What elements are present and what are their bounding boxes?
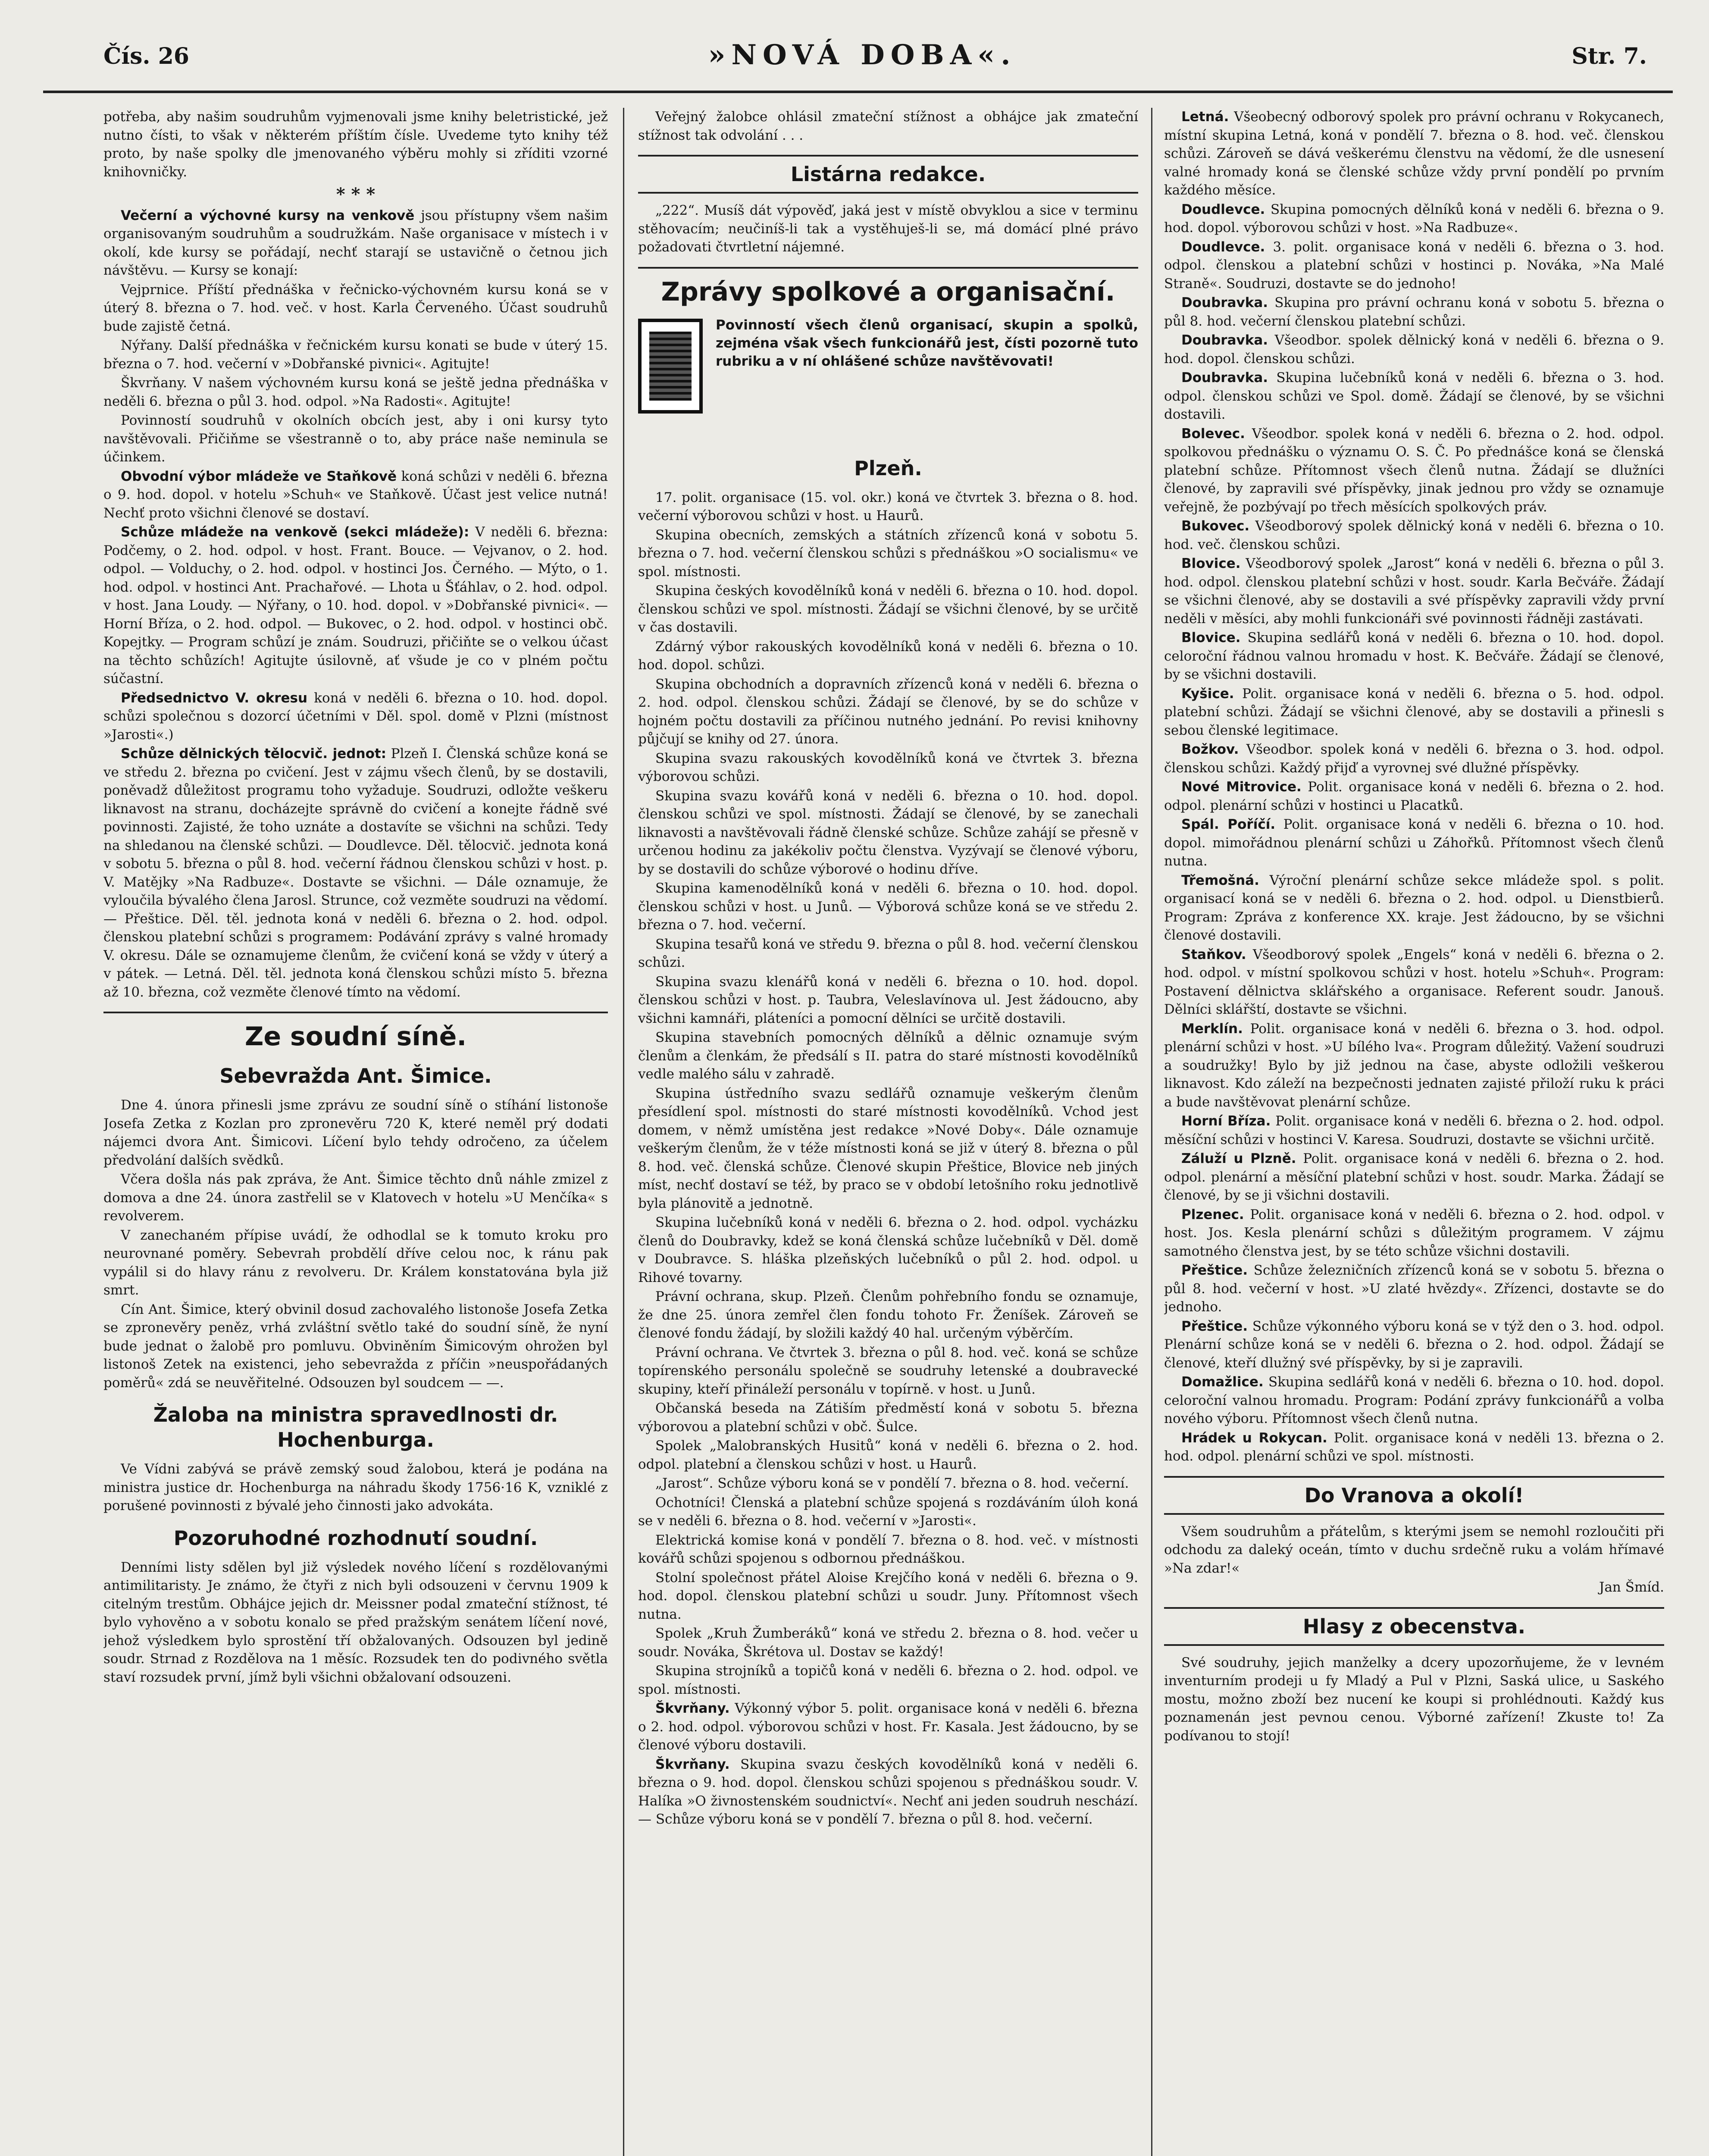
paragraph-lead: Horní Bříza.	[1181, 1113, 1271, 1129]
paragraph: Občanská beseda na Zátiším předměstí koná v sobotu 5. března výborovou a platební schůzi v obč. Šulce.	[638, 1401, 1138, 1435]
paragraph: Nýřany. Další přednáška v řečnickém kursu konati se bude v úterý 15. března o 7. hod. večerní v »Dobřanské pivnici«. Agitujte!	[103, 338, 608, 372]
paragraph-lead: Schůze dělnických tělocvič. jednot:	[121, 746, 387, 761]
paragraph-lead: Bukovec.	[1181, 518, 1250, 534]
column-3	[1164, 108, 1664, 2156]
paragraph-text: Všeodbor. spolek koná v neděli 6. března o 3. hod. odpol. členskou schůzi. Každý přijď a vyrovnej své dlužné příspěvky.	[1164, 742, 1664, 776]
paragraph-lead: Předsednictvo V. okresu	[121, 690, 308, 706]
paragraph	[1164, 294, 1664, 330]
section-heading-reports: Zprávy spolkové a organisační.	[638, 267, 1138, 308]
paragraph	[1164, 108, 1664, 200]
paragraph: Stolní společnost přátel Aloise Krejčího koná v neděli 6. března o 9. hod. dopol. členskou platební schůzi u soudr. Juny. Přítomnost všech nutna.	[638, 1570, 1138, 1622]
paragraph-text: koná schůzi v neděli 6. března o 9. hod. dopol. v hotelu »Schuh« ve Staňkově. Účast jest velice nutná! Nechť proto všichni členové se dostaví.	[103, 468, 608, 521]
paragraph-lead: Domažlice.	[1181, 1374, 1264, 1390]
section-separator: * * *	[336, 184, 376, 204]
paragraph: Skupina strojníků a topičů koná v neděli 6. března o 2. hod. odpol. ve spol. místnosti.	[638, 1663, 1138, 1697]
paragraph-lead: Kyšice.	[1181, 686, 1234, 702]
paragraph: Skupina svazu klenářů koná v neděli 6. března o 10. hod. dopol. členskou schůzi v host. p. Taubra, Veleslavínova ul. Jest žádoucno, aby všichni kamnáři, pláteníci a pomocní dělníci se určitě dostavili.	[638, 974, 1138, 1026]
paragraph	[1164, 555, 1664, 628]
column-divider	[1151, 108, 1152, 2156]
paragraph: Skupina svazu kovářů koná v neděli 6. března o 10. hod. dopol. členskou schůzi ve spol. místnosti. Žádají se členové, by se zanechali liknavosti a navštěvovali řádně členské schůze. Schůze zahájí se přesně v určenou hodinu za jakékoliv počtu členstva. Vyzývají se členové výboru, by se dostavili do schůze výborové o hodinu dříve.	[638, 788, 1138, 877]
section-heading-court: Ze soudní síně.	[103, 1012, 608, 1053]
paragraph-lead: Přeštice.	[1181, 1318, 1248, 1334]
paragraph: Cín Ant. Šimice, který obvinil dosud zachovalého listonoše Josefa Zetka se zpronevěry peněz, vrhá zvláštní světlo také do soudní síně, že nyní bude jednat o žalobě pro pomluvu. Obviněním Šimicovým ohrožen byl listonoš Zetek na existenci, jeho sebevražda z příčin »neuspořádaných poměrů« zdá se neuvěřitelné. Odsouzen byl soudcem — —.	[103, 1301, 608, 1391]
paragraph-lead: Nové Mitrovice.	[1181, 779, 1302, 795]
paragraph	[1164, 331, 1664, 368]
paragraph-lead: Božkov.	[1181, 742, 1239, 757]
paragraph	[1164, 1373, 1664, 1428]
paragraph-text: jsou přístupny všem našim organisovaným soudruhům a soudružkám. Naše organisace v místech i v okolí, kde kursy se pořádají, nechť starají se ustavičně o četnou jich návštěvu. — Kursy se konají:	[103, 207, 608, 278]
paragraph-text: Polit. organisace koná v neděli 6. března o 5. hod. odpol. platební schůzi. Žádají se všichni členové, aby se dostavili a přinesli s sebou členské legitimace.	[1164, 686, 1664, 738]
paragraph-lead: Blovice.	[1181, 630, 1241, 646]
paragraph: Denními listy sdělen byl již výsledek nového líčení s rozdělovanými antimilitaristy. Je známo, že čtyři z nich byli odsouzeni v červnu 1909 k citelným trestům. Obhájce jejich dr. Meissner podal zmateční stížnost, té bylo vyhověno a v sobotu konalo se před pražským senátem líčení nové, jehož výsledkem bylo sprostění tří obžalovaných. Odsouzen byl jedině soudr. Strnad z Rozdělova na 1 měsíc. Rozsudek ten do podivného světla staví rozsudek první, jímž byli všichni obžalovaní odsouzeni.	[103, 1559, 608, 1685]
paragraph-lead: Merklín.	[1181, 1021, 1243, 1037]
section-heading-letters: Listárna redakce.	[638, 155, 1138, 194]
paragraph	[1164, 778, 1664, 815]
paragraph-lead: Doubravka.	[1181, 370, 1268, 385]
paragraph-lead: Škvrňany.	[655, 1756, 730, 1772]
paragraph: Vejprnice. Příští přednáška v řečnicko-výchovném kursu koná se v úterý 8. března o 7. hod. več. v host. Karla Červeného. Účast soudruhů bude zajistě četná.	[103, 282, 608, 334]
paragraph-lead: Blovice.	[1181, 556, 1241, 571]
paragraph: Právní ochrana, skup. Plzeň. Členům pohřebního fondu se oznamuje, že dne 25. února zemřel člen fondu tohoto Fr. Ženíšek. Zároveň se členové fondu žádají, by složili každý 40 hal. určeným výběrčím.	[638, 1289, 1138, 1341]
paragraph-lead: Třemošná.	[1181, 872, 1259, 888]
paragraph	[1164, 1429, 1664, 1466]
paragraph: „222“. Musíš dát výpověď, jaká jest v místě obvyklou a sice v terminu stěhovacím; neučiníš-li tak a vystěhuješ-li se, má domácí plné právo požadovati čtvrtletní nájemné.	[638, 203, 1138, 255]
paragraph-text: koná v neděli 6. března o 10. hod. dopol. schůzi společnou s dozorcí účetními v Děl. spol. domě v Plzni (místnost »Jarosti«.)	[103, 690, 608, 743]
paragraph	[1164, 1112, 1664, 1149]
article-heading-lawsuit: Žaloba na ministra spravedlnosti dr. Hochenburga.	[153, 1403, 558, 1451]
paragraph-lead: Spál. Poříčí.	[1181, 817, 1276, 832]
article-heading-suicide: Sebevražda Ant. Šimice.	[219, 1064, 492, 1087]
paragraph-text: Polit. organisace koná v neděli 6. března o 2. hod. odpol. plenární a měsíční platební schůzi v host. soudr. Marka. Žádají se členové, by se ji všichni dostavili.	[1164, 1151, 1664, 1203]
paragraph-text: Polit. organisace koná v neděli 6. března o 2. hod. odpol. plenární schůzi v hostinci u Placatků.	[1164, 779, 1664, 813]
paragraph	[1164, 946, 1664, 1019]
notice-box	[638, 316, 1138, 445]
column-2	[638, 108, 1138, 2156]
paragraph-lead: Doubravka.	[1181, 295, 1268, 310]
paragraph-text: Všeodbor. spolek dělnický koná v neděli 6. března o 9. hod. dopol. členskou schůzi.	[1164, 332, 1664, 367]
paragraph	[1164, 238, 1664, 293]
paragraph-text: Schůze výkonného výboru koná se v týž den o 3. hod. odpol. Plenární schůze koná se v neděli 6. března o 2. hod. odpol. Žádají se členové, kteří dlužný své příspěvky, by si je zapravili.	[1164, 1318, 1664, 1371]
paragraph	[1164, 201, 1664, 237]
paragraph: Skupina ústředního svazu sedlářů oznamuje veškerým členům přesídlení spol. místnosti do staré místnosti kovodělníků. Vchod jest domem, v němž umístěna jest redakce »Nové Doby«. Dále oznamuje veškerým členům, že v téže místnosti koná se již v úterý 8. března o půl 8. hod. več. členská schůze. Členové skupin Přeštice, Blovice neb jiných míst, nechť dostaví se též, by praco se v období letošního roku jednotlivě byla plánovitě a jednotně.	[638, 1085, 1138, 1211]
page-number: Str. 7.	[1571, 43, 1647, 69]
paragraph-lead: Večerní a výchovné kursy na venkově	[121, 207, 415, 223]
paragraph: Skupina obecních, zemských a státních zřízenců koná v sobotu 5. března o 7. hod. večerní členskou schůzi s přednáškou »O socialismu« ve spol. místnosti.	[638, 527, 1138, 580]
paragraph-lead: Letná.	[1181, 109, 1229, 125]
paragraph: Ochotníci! Členská a platební schůze spojená s rozdáváním úloh koná se v neděli 6. března o 8. hod. večerní v »Jarosti«.	[638, 1495, 1138, 1529]
paragraph	[103, 467, 608, 523]
paragraph: Své soudruhy, jejich manželky a dcery upozorňujeme, že v levném inventurním prodeji u fy Mladý a Pul v Plzni, Saská ulice, u Saského mostu, možno zboží bez nucení ke koupi si prohlédnouti. Každý kus poznamenán jest pevnou cenou. Výborné zařízení! Zkuste to! Za podívanou to stojí!	[1164, 1655, 1664, 1744]
paragraph-text: 3. polit. organisace koná v neděli 6. března o 3. hod. odpol. členskou a platební schůzi v hostinci p. Nováka, »Na Malé Straně«. Soudruzi, dostavte se do jednoho!	[1164, 239, 1664, 291]
paragraph: V zanechaném přípise uvádí, že odhodlal se k tomuto kroku pro neurovnané poměry. Sebevrah probdělí dříve celou noc, k ránu pak vypálil si do hlavy ránu z revolveru. Dr. Králem konstatována byla již smrt.	[103, 1227, 608, 1298]
paragraph-text: Polit. organisace koná v neděli 6. března o 2. hod. odpol. měsíční schůzi v hostinci V. Karesa. Soudruzi, dostavte se všichni určitě.	[1164, 1113, 1664, 1147]
column-1	[103, 108, 608, 2156]
article-heading-decision: Pozoruhodné rozhodnutí soudní.	[173, 1526, 538, 1550]
paragraph-lead: Doubravka.	[1181, 332, 1268, 348]
paragraph: potřeba, aby našim soudruhům vyjmenovali jsme knihy beletristické, jež nutno čísti, to však v některém příštím čísle. Uvedeme tyto knihy též proto, by naše spolky dle jmenovaného výběru mohly si zříditi vzorné knihovničky.	[103, 109, 608, 180]
paragraph-text: Polit. organisace koná v neděli 6. března o 3. hod. odpol. plenární schůzi v host. »U bílého lva«. Program důležitý. Važení soudruzi a soudružky! Bylo by již jednou na čase, abyste odložili veškerou liknavost. Kdo záleží na bezpečnosti jednaten zajisté přiloží ruku k práci a bude navštěvovat plenární schůze.	[1164, 1021, 1664, 1110]
paragraph-text: Výroční plenární schůze sekce mládeže spol. s polit. organisací koná se v neděli 6. března o 2. hod. odpol. u Dienstbierů. Program: Zpráva z konference XX. kraje. Jest žádoucno, by se všichni členové dostavili.	[1164, 872, 1664, 943]
paragraph	[1164, 517, 1664, 554]
paragraph-text: Plzeň I. Členská schůze koná se ve středu 2. března po cvičení. Jest v zájmu všech členů, by se dostavili, poněvadž důležitost programu toho vyžaduje. Soudruzi, odložte veškeru liknavost na stranu, docházejte správně do cvičení a konejte řádně své povinnosti. Zajisté, že toho uznáte a dostavíte se všichni na schůzi. Tedy na shledanou na členské schůzi. — Doudlevce. Děl. tělocvič. jednota koná v sobotu 5. března o půl 8. hod. večerní řádnou členskou schůzi v host. p. V. Matějky »Na Radbuze«. Dostavte se všichni. — Dále oznamuje, že vyloučila bývalého člena Jarosl. Strunce, což vezměte soudruzi na vědomí. — Přeštice. Děl. těl. jednota koná v neděli 6. března o 2. hod. odpol. členskou platební schůzi s programem: Podávání zprávy s valné hromady V. okresu. Dále se oznamujeme členům, že cvičení koná se vždy v úterý a v pátek. — Letná. Děl. těl. jednota koná členskou schůzi místo 5. března až 10. března, což vezměte členové tímto na vědomí.	[103, 746, 608, 1000]
paragraph-lead: Doudlevce.	[1181, 201, 1265, 217]
column-divider	[623, 108, 624, 2156]
paragraph	[1164, 369, 1664, 424]
paragraph-text: Skupina lučebníků koná v neděli 6. března o 3. hod. odpol. členskou schůzi ve Spol. domě. Žádají se členové, by se všichni dostavili.	[1164, 370, 1664, 422]
paragraph-lead: Plzenec.	[1181, 1206, 1244, 1222]
paragraph	[1164, 740, 1664, 777]
paragraph	[103, 689, 608, 744]
paragraph: Skupina kamenodělníků koná v neděli 6. března o 10. hod. dopol. členskou schůzi v host. u Junů. — Výborová schůze koná se ve středu 2. března o 7. hod. večerní.	[638, 881, 1138, 933]
paragraph: Skupina lučebníků koná v neděli 6. března o 2. hod. odpol. vycházku členů do Doubravky, kdež se koná členská schůze lučebníků v Děl. domě v Doubravce. S. hláška plzeňských lučebníků o půl 2. hod. odpol. u Rihové tovarny.	[638, 1215, 1138, 1285]
paragraph	[1164, 871, 1664, 945]
paragraph: Spolek „Kruh Žumberáků“ koná ve středu 2. března o 8. hod. večer u soudr. Nováka, Škrétova ul. Dostav se každý!	[638, 1626, 1138, 1660]
paragraph-lead: Bolevec.	[1181, 426, 1245, 442]
paragraph: Skupina tesařů koná ve středu 9. března o půl 8. hod. večerní členskou schůzi.	[638, 936, 1138, 970]
paragraph: „Jarost“. Schůze výboru koná se v pondělí 7. března o 8. hod. večerní.	[655, 1476, 1129, 1491]
paragraph: Včera došla nás pak zpráva, že Ant. Šimice těchto dnů náhle zmizel z domova a dne 24. února zastřelil se v Klatovech v hotelu »U Menčíka« s revolverem.	[103, 1172, 608, 1224]
issue-number: Čís. 26	[103, 43, 189, 69]
paragraph-text: Skupina pro právní ochranu koná v sobotu 5. března o půl 8. hod. večerní členskou platební schůzi.	[1164, 295, 1664, 329]
paragraph-text: Všeodborový spolek dělnický koná v neděli 6. března o 10. hod. več. členskou schůzi.	[1164, 518, 1664, 552]
paragraph: Dne 4. února přinesli jsme zprávu ze soudní síně o stíhání listonoše Josefa Zetka z Kozlan pro zpronevěru 720 K, které neměl prý dodati nájemci dvora Ant. Šimicovi. Líčení bylo tehdy odročeno, za účelem předvolání dalších svědků.	[103, 1097, 608, 1168]
paragraph-text: Výkonný výbor 5. polit. organisace koná v neděli 6. března o 2. hod. odpol. výborovou schůzi v host. Fr. Kasala. Jest žádoucno, by se členové výboru dostavili.	[638, 1701, 1138, 1753]
signature: Jan Šmíd.	[1599, 1579, 1664, 1595]
paragraph-text: Skupina sedlářů koná v neděli 6. března o 10. hod. dopol. celoroční řádnou valnou hromadu v host. K. Bečváře. Žádají se členové, by se všichni dostavili.	[1164, 630, 1664, 682]
paragraph	[1164, 1317, 1664, 1373]
paragraph: Právní ochrana. Ve čtvrtek 3. března o půl 8. hod. več. koná se schůze topírenského personálu společně se soudruhy letenské a doubravecké skupiny, kteří přináleží personálu v topírně. v host. u Junů.	[638, 1344, 1138, 1397]
paragraph: Ve Vídni zabývá se právě zemský soud žalobou, která je podána na ministra justice dr. Hochenburga na náhradu škody 1756·16 K, vzniklé z porušené povinnosti z bývalé jeho činnosti jako advokáta.	[103, 1461, 608, 1514]
paragraph-lead: Staňkov.	[1181, 946, 1246, 962]
paragraph: Škvrňany. V našem výchovném kursu koná se ještě jedna přednáška v neděli 6. března o půl 3. hod. odpol. »Na Radosti«. Agitujte!	[103, 375, 608, 409]
paragraph-lead: Škvrňany.	[655, 1701, 730, 1716]
paragraph-lead: Přeštice.	[1181, 1263, 1248, 1278]
paragraph	[1164, 629, 1664, 684]
paragraph	[1164, 1020, 1664, 1112]
subheading-plzen: Plzeň.	[854, 456, 922, 480]
paragraph-text: Schůze železničních zřízenců koná se v sobotu 5. března o půl 8. hod. večerní v host. »U zlaté hvězdy«. Zřízenci, dostavte se do jednoho.	[1164, 1263, 1664, 1315]
paragraph-text: Skupina pomocných dělníků koná v neděli 6. března o 9. hod. dopol. výborovou schůzi v host. »Na Radbuze«.	[1164, 201, 1664, 235]
paragraph-text: Skupina svazu českých kovodělníků koná v neděli 6. března o 9. hod. dopol. členskou schůzi spojenou s přednáškou soudr. V. Halíka »O živnostenském soudnictví«. Nechť ani jeden soudruh neschází. — Schůze výboru koná se v pondělí 7. března o půl 8. hod. večerní.	[638, 1756, 1138, 1827]
paragraph: Elektrická komise koná v pondělí 7. března o 8. hod. več. v místnosti kovářů schůzi spojenou s odbornou přednáškou.	[638, 1532, 1138, 1566]
paragraph: Veřejný žalobce ohlásil zmateční stížnost a obhájce jak zmateční stížnost tak odvolání . . .	[638, 109, 1138, 143]
paragraph: Spolek „Malobranských Husitů“ koná v neděli 6. března o 2. hod. odpol. platební a členskou schůzi v host. u Haurů.	[638, 1438, 1138, 1472]
paragraph-text: Polit. organisace koná v neděli 6. března o 2. hod. odpol. v host. Jos. Kesla plenární schůzi s důležitým programem. V zájmu samotného členstva jest, by se této schůze všichni dostavili.	[1164, 1206, 1664, 1259]
paragraph-text: Všeobecný odborový spolek pro právní ochranu v Rokycanech, místní skupina Letná, koná v pondělí 7. března o 8. hod. več. členskou schůzi. Zároveň se dává veškerému členstvu na vědomí, že dle usnesení valné hromady koná se členské schůze vždy první pondělí po prvním každého měsíce.	[1164, 109, 1664, 198]
paragraph-text: Všeodbor. spolek koná v neděli 6. března o 2. hod. odpol. spolkovou přednášku o významu O. S. Č. Po přednášce koná se členská platební schůze. Přítomnost všech členů nutna. Žádají se dlužníci členové, by zapravili své příspěvky, jinak jednou pro vždy se oznamuje veřejně, že pozbývají po třech měsících spolkových práv.	[1164, 426, 1664, 515]
paragraph-lead: Záluží u Plzně.	[1181, 1151, 1296, 1166]
paragraph	[638, 1755, 1138, 1829]
paragraph-text: Všeodborový spolek „Engels“ koná v neděli 6. března o 2. hod. odpol. v místní spolkovou schůzi v host. hotelu »Schuh«. Program: Postavení dělnictva sklářského a organisace. Referent soudr. Janouš. Dělníci sklářští, dostavte se všichni.	[1164, 946, 1664, 1017]
paragraph-lead: Obvodní výbor mládeže ve Staňkově	[121, 468, 397, 484]
paragraph: Skupina svazu rakouských kovodělníků koná ve čtvrtek 3. března výborovou schůzi.	[638, 750, 1138, 784]
newspaper-title: »NOVÁ DOBA«.	[708, 39, 1017, 71]
paragraph: Skupina obchodních a dopravních zřízenců koná v neděli 6. března o 2. hod. odpol. členskou schůzi. Žádají se členové, by se do schůze v hojném počtu dostavili za příčinou nutného jednání. Po revisi knihovny půjčují se knihy od 27. února.	[638, 676, 1138, 747]
paragraph-lead: Hrádek u Rokycan.	[1181, 1430, 1327, 1446]
paragraph-lead: Doudlevce.	[1181, 239, 1265, 255]
paragraph	[1164, 425, 1664, 517]
pointing-hand-icon	[638, 319, 703, 414]
notice-text: Povinností všech členů organisací, skupin a spolků, zejména však všech funkcionářů jest, čísti pozorně tuto rubriku a v ní ohlášené schůze navštěvovati!	[716, 317, 1138, 369]
section-heading-vranov: Do Vranova a okolí!	[1164, 1476, 1664, 1515]
paragraph-lead: Schůze mládeže na venkově (sekci mládeže):	[121, 524, 470, 540]
paragraph	[103, 523, 608, 688]
paragraph	[1164, 815, 1664, 871]
paragraph: Skupina stavebních pomocných dělníků a dělnic oznamuje svým členům a členkám, že předsálí s II. patra do staré místnosti kovodělníků vedle malého sálu v zahradě.	[638, 1030, 1138, 1082]
masthead	[43, 26, 1673, 93]
paragraph: Zdárný výbor rakouských kovodělníků koná v neděli 6. března o 10. hod. dopol. schůzi.	[638, 639, 1138, 673]
paragraph	[1164, 685, 1664, 740]
paragraph	[1164, 1261, 1664, 1316]
paragraph	[103, 745, 608, 1001]
paragraph: Všem soudruhům a přátelům, s kterými jsem se nemohl rozloučiti při odchodu za daleký oceán, tímto v duchu srdečně ruku a volám hřímavé »Na zdar!«	[1164, 1523, 1664, 1576]
paragraph	[1164, 1150, 1664, 1205]
paragraph: Skupina českých kovodělníků koná v neděli 6. března o 10. hod. dopol. členskou schůzi ve spol. místnosti. Žádají se všichni členové, by se určitě v čas dostavili.	[638, 583, 1138, 635]
paragraph-text: Polit. organisace koná v neděli 6. března o 10. hod. dopol. mimořádnou plenární schůzi u Záhořků. Přítomnost všech členů nutna.	[1164, 817, 1664, 869]
newspaper-page	[43, 26, 1673, 2156]
paragraph-text: Skupina sedlářů koná v neděli 6. března o 10. hod. dopol. celoroční valnou hromadu. Program: Podání zprávy funkcionářů a volba nového výboru. Přítomnost všech členů nutna.	[1164, 1374, 1664, 1426]
paragraph-text: Polit. organisace koná v neděli 13. března o 2. hod. odpol. plenární schůzi ve spol. místnosti.	[1164, 1430, 1664, 1464]
paragraph-text: V neděli 6. března: Podčemy, o 2. hod. odpol. v host. Frant. Bouce. — Vejvanov, o 2. hod. odpol. — Volduchy, o 2. hod. odpol. v hostinci Jos. Černého. — Mýto, o 1. hod. odpol. v hostinci Ant. Prachařové. — Lhota u Šťáhlav, o 2. hod. odpol. v host. Jana Loudy. — Nýřany, o 10. hod. dopol. v »Dobřanské pivnici«. — Horní Bříza, o 2. hod. odpol. — Bukovec, o 2. hod. odpol. v hostinci obč. Kopejtky. — Program schůzí je znám. Soudruzi, přičiňte se o velkou účast na těchto schůzích! Agitujte úsilovně, ať všude je co v plném počtu súčastní.	[103, 524, 608, 686]
paragraph-text: Všeodborový spolek „Jarost“ koná v neděli 6. března o půl 3. hod. odpol. členskou platební schůzi v host. soudr. Karla Bečváře. Žádají se všichni členové, aby se dostavili a své příspěvky zapravili vždy první neděli v měsíci, aby mohli funkcionáři své povinnosti řádněji zastávati.	[1164, 556, 1664, 627]
paragraph	[103, 207, 608, 280]
paragraph: Povinností soudruhů v okolních obcích jest, aby i oni kursy tyto navštěvovali. Přičiňme se všestranně o to, aby práce naše neminula se účinkem.	[103, 413, 608, 465]
paragraph	[638, 1699, 1138, 1755]
section-heading-public-voices: Hlasy z obecenstva.	[1164, 1607, 1664, 1646]
paragraph	[1164, 1206, 1664, 1261]
paragraph: 17. polit. organisace (15. vol. okr.) koná ve čtvrtek 3. března o 8. hod. večerní výborovou schůzi v host. u Haurů.	[638, 489, 1138, 523]
